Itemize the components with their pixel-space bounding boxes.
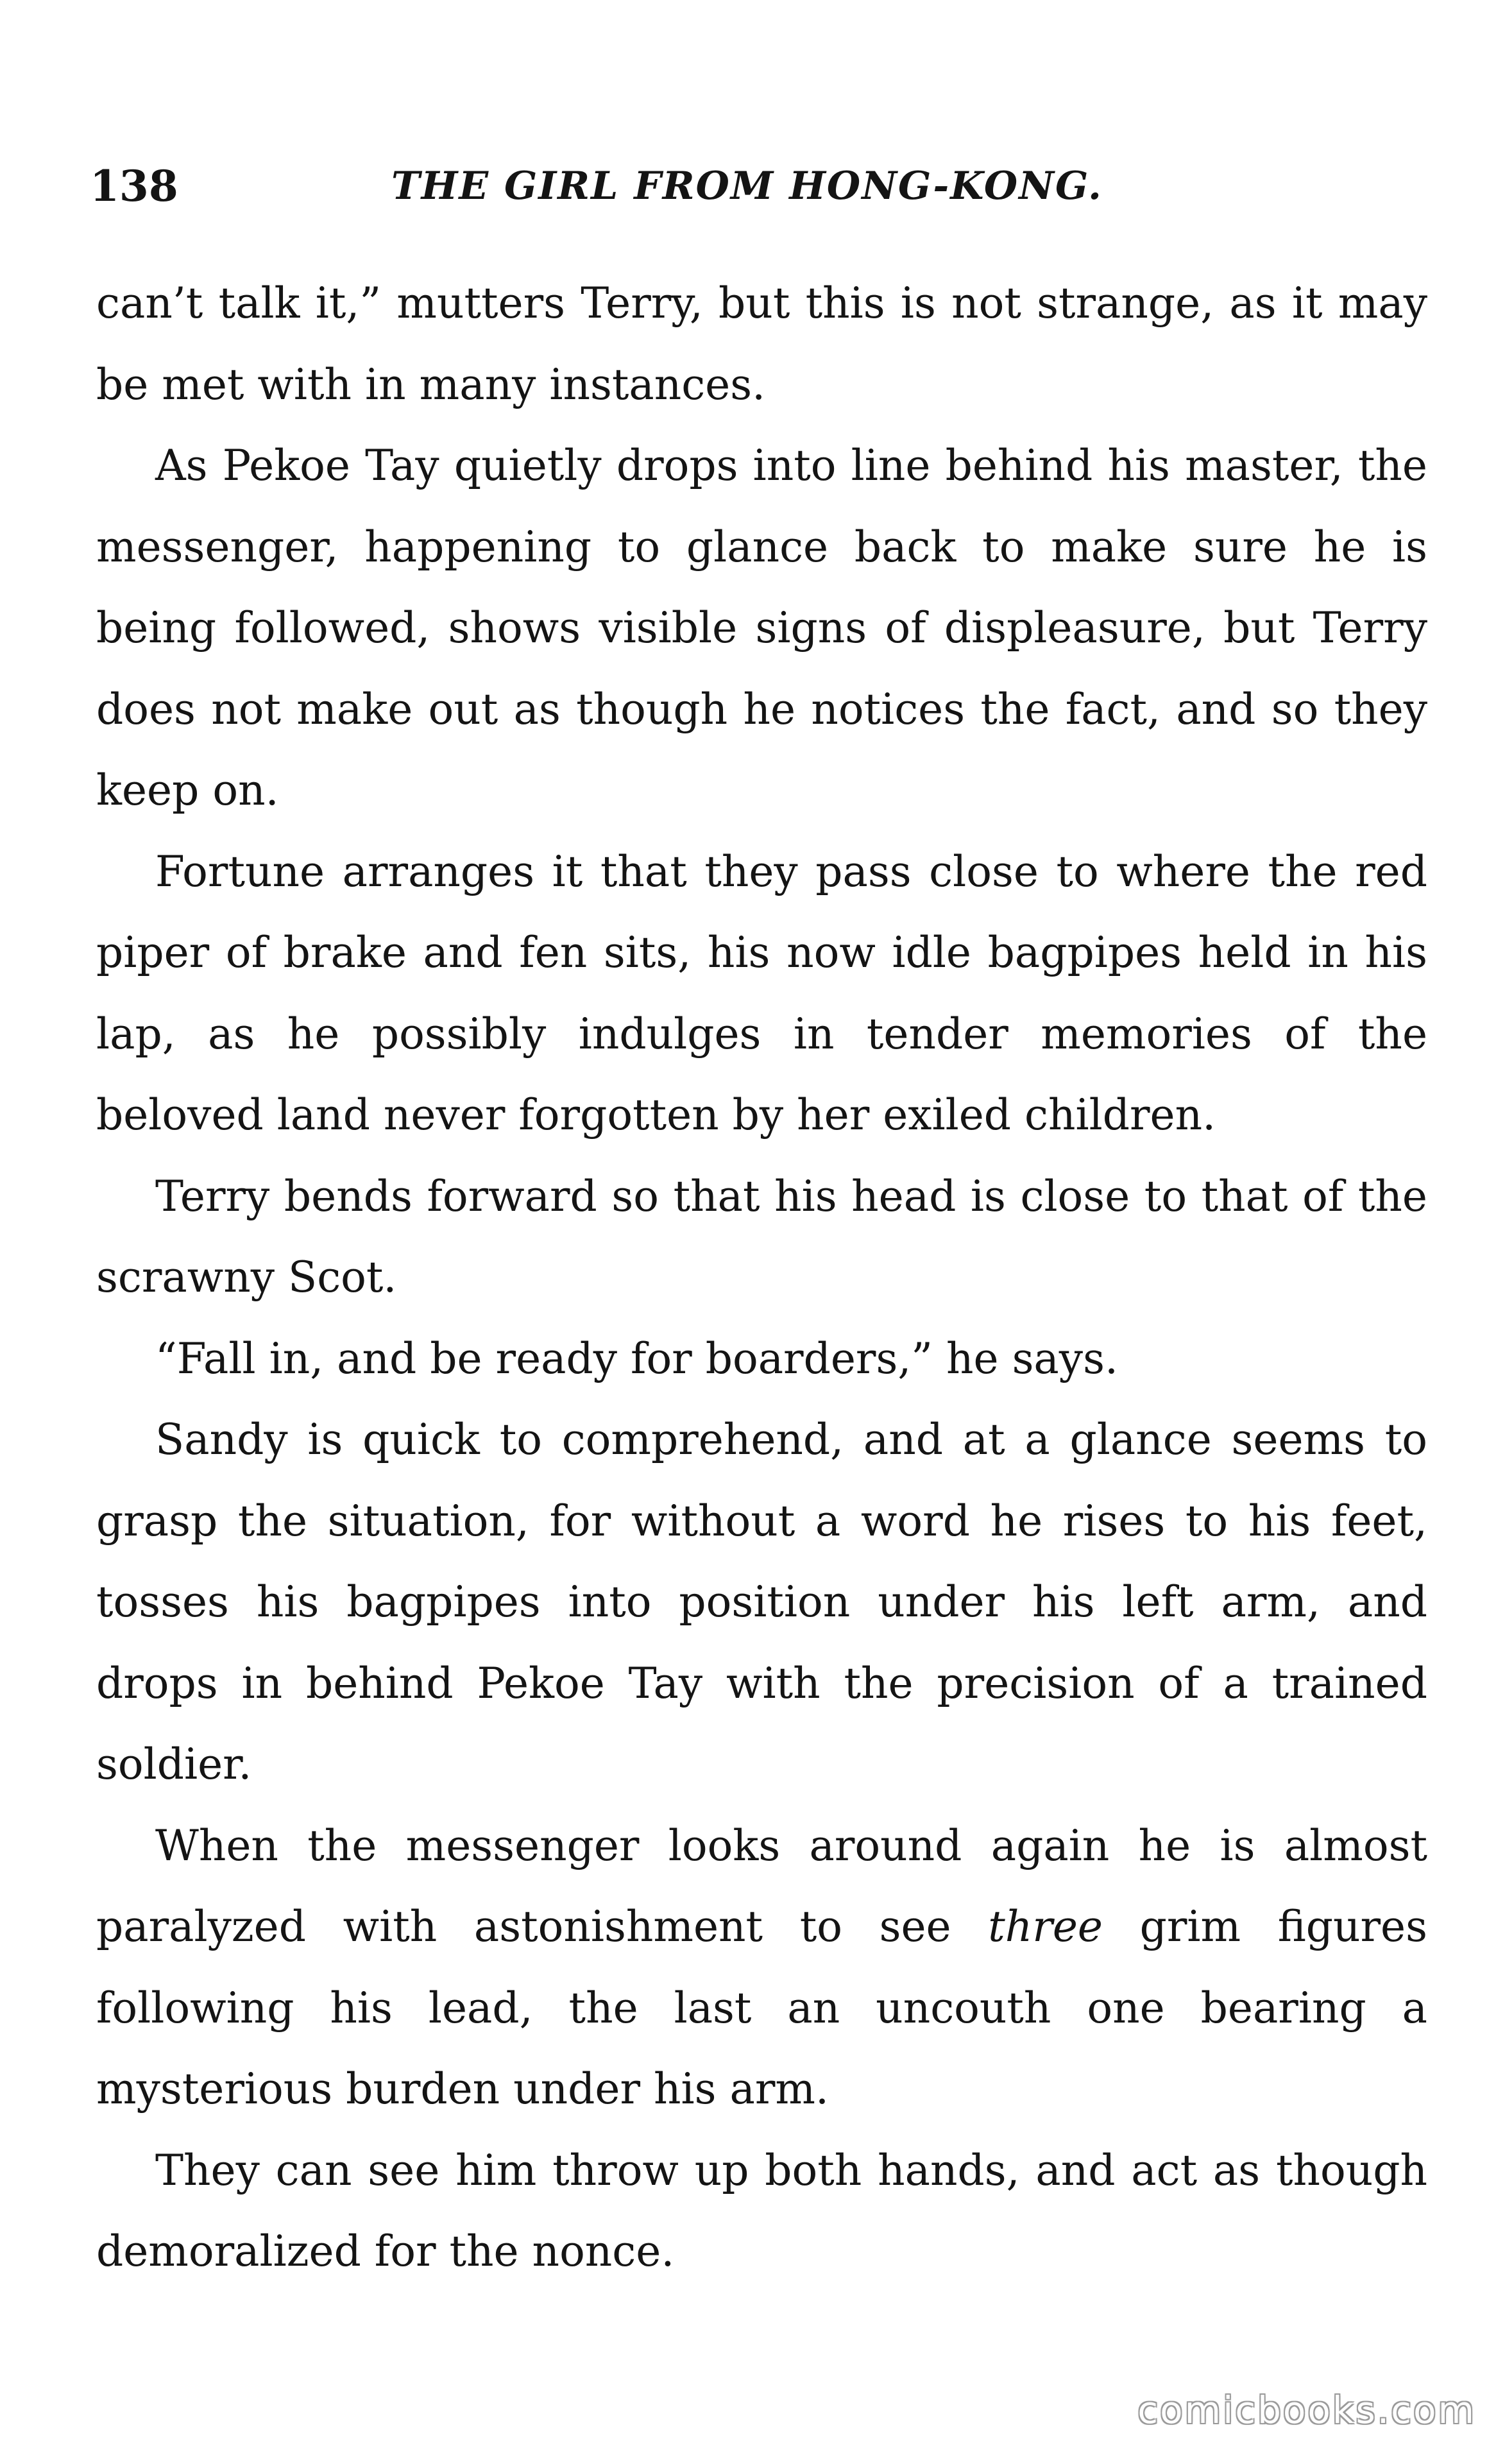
emphasis-text: three xyxy=(988,1902,1103,1951)
paragraph: “Fall in, and be ready for boarders,” he says. xyxy=(155,1333,1118,1383)
paragraph: Fortune arranges it that they pass close to where the red piper of brake and fen sits, his now idle bagpipes held in his lap, as he possibly indulges in tender memories of the beloved land never forgotten by her exiled children. xyxy=(96,846,1427,1140)
paragraph: can’t talk it,” mutters Terry, but this is not strange, as it may be met with in many instances. xyxy=(96,278,1427,409)
paragraph: Terry bends forward so that his head is close to that of the scrawny Scot. xyxy=(96,1171,1427,1302)
book-title: THE GIRL FROM HONG-KONG. xyxy=(391,164,1103,209)
paragraph: They can see him throw up both hands, and act as though demoralized for the nonce. xyxy=(96,2145,1427,2276)
page-number: 138 xyxy=(90,161,178,211)
body-text xyxy=(96,263,1427,2293)
paragraph: Sandy is quick to comprehend, and at a glance seems to grasp the situation, for without a word he rises to his feet, tosses his bagpipes into position under his left arm, and drops in behind Pekoe Tay with the precision of a trained soldier. xyxy=(96,1415,1427,1789)
paragraph: When the messenger looks around again he is almost paralyzed with astonishment to see three grim figures following his lead, the last an uncouth one bearing a mysterious burden under his arm. xyxy=(96,1820,1427,2114)
paragraph: As Pekoe Tay quietly drops into line behind his master, the messenger, happening to glance back to make sure he is being followed, shows visible signs of displeasure, but Terry does not make out as though he notices the fact, and so they keep on. xyxy=(96,441,1427,815)
watermark: comicbooks.com xyxy=(1137,2388,1476,2432)
running-head xyxy=(90,157,1424,215)
